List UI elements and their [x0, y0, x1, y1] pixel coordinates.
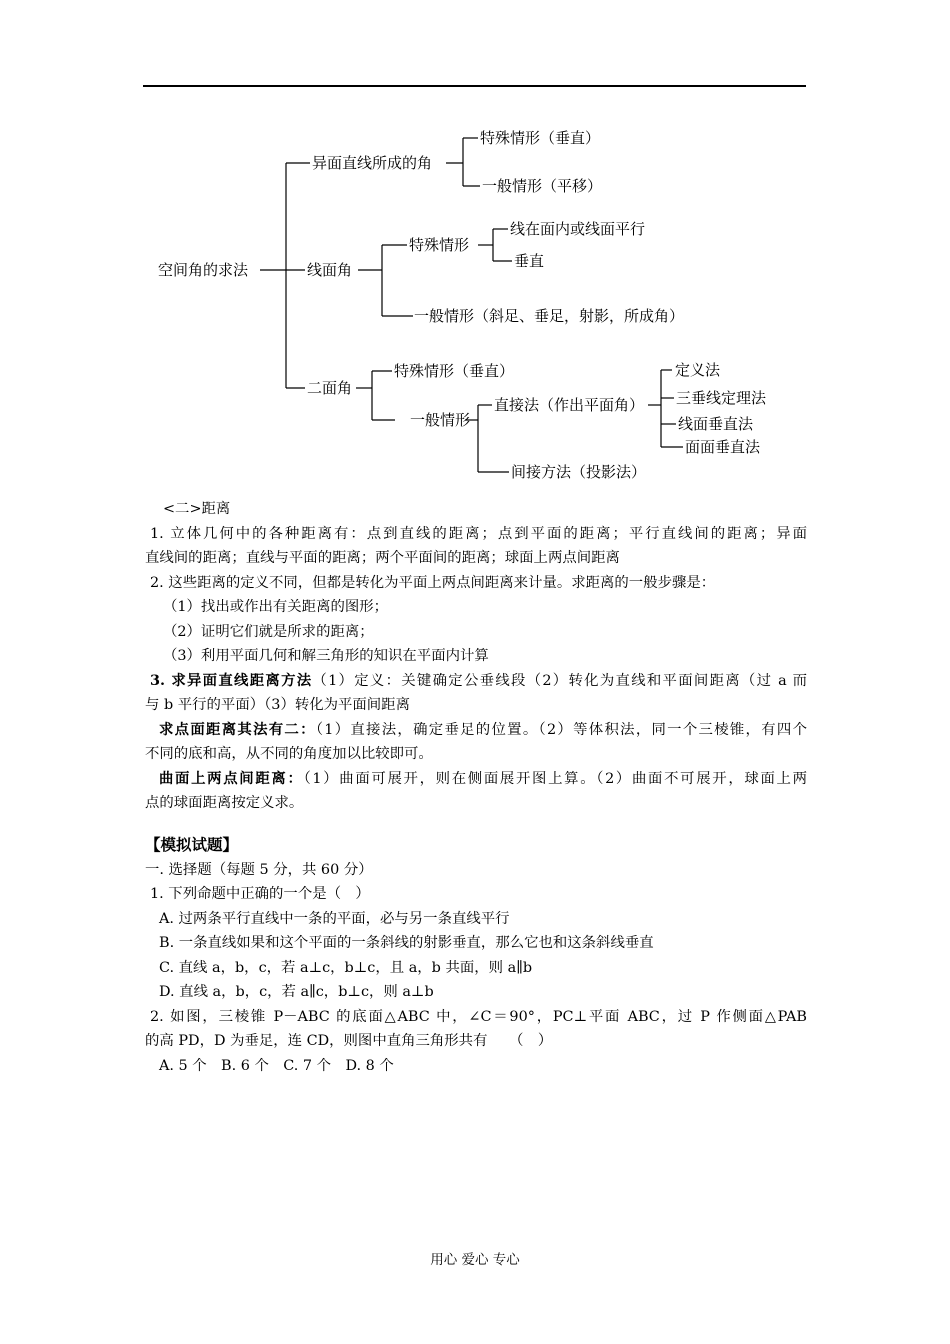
options-row: A. 5 个 B. 6 个 C. 7 个 D. 8 个 — [159, 1057, 394, 1074]
document-body — [145, 497, 807, 1078]
paragraph-text: （1）曲面可展开，则在侧面展开图上算。（2）曲面不可展开，球面上两 — [303, 770, 807, 787]
paragraph: 2. 这些距离的定义不同，但都是转化为平面上两点间距离来计量。求距离的一般步骤是： — [150, 574, 716, 591]
tree-b2-general: 一般情形（斜足、垂足，射影，所成角） — [414, 307, 685, 325]
bold-lead: 3. 求异面直线距离方法 — [150, 671, 313, 689]
step-item: （2）证明它们就是所求的距离； — [163, 623, 374, 640]
distance-heading: <二>距离 — [163, 501, 231, 517]
bold-lead: 曲面上两点间距离： — [159, 769, 304, 787]
tree-b3-indirect: 间接方法（投影法） — [511, 463, 647, 481]
paragraph: 与 b 平行的平面）（3）转化为平面间距离 — [145, 697, 410, 713]
tree-b3-general: 一般情形 — [410, 411, 471, 429]
step-item: （3）利用平面几何和解三角形的知识在平面内计算 — [163, 648, 489, 664]
part-heading: 一. 选择题（每题 5 分，共 60 分） — [145, 861, 373, 878]
tree-b2-perp: 垂直 — [514, 252, 545, 270]
option: A. 过两条平行直线中一条的平面，必与另一条直线平行 — [159, 910, 510, 927]
angle-method-tree-diagram — [0, 0, 950, 500]
paragraph: 直线间的距离；直线与平面的距离；两个平面间的距离；球面上两点间距离 — [145, 550, 620, 566]
tree-b3-three-perp: 三垂线定理法 — [676, 389, 767, 407]
paragraph: 点的球面距离按定义求。 — [145, 795, 304, 811]
tree-b3-line-plane: 线面垂直法 — [678, 415, 754, 433]
paragraph — [145, 767, 807, 792]
bold-lead: 求点面距离其法有二： — [159, 720, 316, 738]
section-title: 【模拟试题】 — [145, 834, 239, 854]
tree-b3-special: 特殊情形（垂直） — [394, 362, 515, 380]
tree-branch-3: 二面角 — [307, 379, 353, 397]
tree-b1-special: 特殊情形（垂直） — [480, 129, 601, 147]
option: C. 直线 a，b，c，若 a⊥c，b⊥c，且 a，b 共面，则 a∥b — [159, 959, 533, 976]
paragraph: 不同的底和高，从不同的角度加以比较即可。 — [145, 746, 433, 762]
option: B. 一条直线如果和这个平面的一条斜线的射影垂直，那么它也和这条斜线垂直 — [159, 935, 654, 951]
paragraph — [145, 718, 807, 743]
tree-b3-direct: 直接法（作出平面角） — [494, 396, 645, 414]
tree-b1-general: 一般情形（平移） — [482, 177, 603, 195]
page-footer: 用心 爱心 专心 — [430, 1252, 520, 1268]
tree-b3-def: 定义法 — [675, 361, 721, 379]
tree-b2-in-plane: 线在面内或线面平行 — [510, 220, 646, 238]
tree-branch-1: 异面直线所成的角 — [312, 154, 433, 172]
paragraph-text: （1）直接法，确定垂足的位置。（2）等体积法，同一个三棱锥，有四个 — [315, 721, 807, 738]
question: 的高 PD，D 为垂足，连 CD，则图中直角三角形共有 （ ） — [145, 1033, 553, 1049]
tree-root: 空间角的求法 — [158, 261, 249, 279]
tree-b2-special: 特殊情形 — [409, 236, 470, 254]
paragraph: 1. 立体几何中的各种距离有：点到直线的距离；点到平面的距离；平行直线间的距离；异面 — [150, 525, 807, 542]
question: 2. 如图，三棱锥 P－ABC 的底面△ABC 中，∠C＝90°，PC⊥平面 ABC，过 P 作侧面△PAB — [150, 1008, 807, 1025]
tree-branch-2: 线面角 — [307, 261, 353, 279]
option: D. 直线 a，b，c，若 a∥c，b⊥c，则 a⊥b — [159, 984, 434, 1000]
paragraph — [145, 669, 807, 694]
question: 1. 下列命题中正确的一个是（ ） — [150, 886, 370, 902]
tree-b3-plane-plane: 面面垂直法 — [685, 438, 761, 456]
paragraph-text: （1）定义：关键确定公垂线段（2）转化为直线和平面间距离（过 a 而 — [312, 672, 807, 689]
step-item: （1）找出或作出有关距离的图形； — [163, 599, 389, 615]
